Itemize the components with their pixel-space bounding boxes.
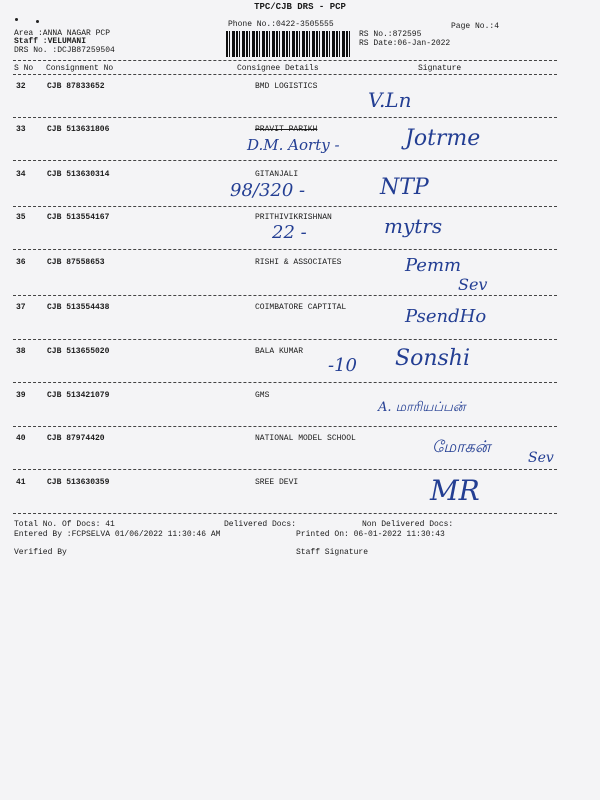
header-rule-bottom — [13, 74, 557, 75]
row-signature: மோகன் — [432, 437, 491, 456]
row-sno: 40 — [16, 434, 26, 443]
row-sno: 38 — [16, 347, 26, 356]
rs-date: RS Date:06-Jan-2022 — [359, 39, 451, 48]
row-consignee: RISHI & ASSOCIATES — [255, 258, 342, 267]
row-sno: 34 — [16, 170, 26, 179]
row-consignment: CJB 513631806 — [47, 125, 110, 134]
row-sno: 32 — [16, 82, 26, 91]
row-consignee: GITANJALI — [255, 170, 299, 179]
row-divider — [13, 382, 557, 383]
row-consignment: CJB 513554438 — [47, 303, 110, 312]
row-signature: Jotrme — [405, 126, 481, 151]
row-divider — [13, 295, 557, 296]
row-sno: 41 — [16, 478, 26, 487]
row-consignee: NATIONAL MODEL SCHOOL — [255, 434, 356, 443]
handwritten-note: 98/320 - — [230, 180, 306, 201]
row-consignee: SREE DEVI — [255, 478, 299, 487]
printed-on: Printed On: 06-01-2022 11:30:43 — [296, 530, 445, 539]
speck-mark — [36, 20, 39, 23]
barcode-image — [226, 31, 351, 57]
row-signature: V.Ln — [368, 88, 412, 112]
col-sno: S No — [14, 64, 34, 73]
row-sno: 39 — [16, 391, 26, 400]
row-divider — [13, 160, 557, 161]
row-divider — [13, 339, 557, 340]
row-sno: 37 — [16, 303, 26, 312]
row-consignment: CJB 513421079 — [47, 391, 110, 400]
row-divider — [13, 469, 557, 470]
row-consignment: CJB 87558653 — [47, 258, 105, 267]
row-divider — [13, 206, 557, 207]
row-divider — [13, 426, 557, 427]
document-title: TPC/CJB DRS - PCP — [254, 2, 346, 12]
non-delivered-docs: Non Delivered Docs: — [362, 520, 454, 529]
delivered-docs: Delivered Docs: — [224, 520, 297, 529]
speck-mark — [15, 18, 18, 21]
row-sno: 35 — [16, 213, 26, 222]
total-docs: Total No. Of Docs: 41 — [14, 520, 115, 529]
row-consignee: BALA KUMAR — [255, 347, 304, 356]
row-sno: 33 — [16, 125, 26, 134]
page-number: Page No.:4 — [451, 22, 500, 31]
staff-signature: Staff Signature — [296, 548, 369, 557]
row-signature: mytrs — [384, 214, 443, 238]
handwritten-note: -10 — [328, 355, 357, 376]
row-consignment: CJB 87833652 — [47, 82, 105, 91]
rs-number: RS No.:872595 — [359, 30, 422, 39]
col-consignment: Consignment No — [46, 64, 114, 73]
verified-by: Verified By — [14, 548, 67, 557]
row-divider — [13, 249, 557, 250]
handwritten-note: D.M. Aorty - — [247, 136, 340, 154]
row-signature: NTP — [380, 175, 429, 200]
row-consignment: CJB 513630359 — [47, 478, 110, 487]
row-sno: 36 — [16, 258, 26, 267]
row-consignee: PRAVIT PARIKH — [255, 125, 318, 134]
row-signature: Pemm — [405, 255, 462, 276]
row-consignee: COIMBATORE CAPTITAL — [255, 303, 347, 312]
row-signature: A. மாரியப்பன் — [378, 400, 466, 415]
row-consignee: GMS — [255, 391, 270, 400]
handwritten-note: Sev — [458, 275, 488, 294]
handwritten-note: Sev — [528, 450, 554, 466]
row-consignment: CJB 513655020 — [47, 347, 110, 356]
row-consignment: CJB 513630314 — [47, 170, 110, 179]
area-label: Area :ANNA NAGAR PCP — [14, 29, 111, 38]
col-signature: Signature — [418, 64, 462, 73]
row-signature: Sonshi — [395, 346, 470, 371]
row-divider — [13, 117, 557, 118]
drs-number: DRS No. :DCJB87259504 — [14, 46, 115, 55]
handwritten-note: 22 - — [272, 222, 307, 243]
row-consignee: BMD LOGISTICS — [255, 82, 318, 91]
row-consignment: CJB 87974420 — [47, 434, 105, 443]
row-consignment: CJB 513554167 — [47, 213, 110, 222]
row-divider — [13, 513, 557, 514]
entered-by: Entered By :FCPSELVA 01/06/2022 11:30:46 AM — [14, 530, 221, 539]
header-rule-top — [13, 60, 557, 61]
col-consignee: Consignee Details — [237, 64, 319, 73]
row-signature: PsendHo — [405, 306, 487, 327]
row-signature: MR — [430, 474, 480, 507]
staff-label: Staff :VELUMANI — [14, 37, 87, 46]
row-consignee: PRITHIVIKRISHNAN — [255, 213, 332, 222]
phone-number: Phone No.:0422-3505555 — [228, 20, 334, 29]
